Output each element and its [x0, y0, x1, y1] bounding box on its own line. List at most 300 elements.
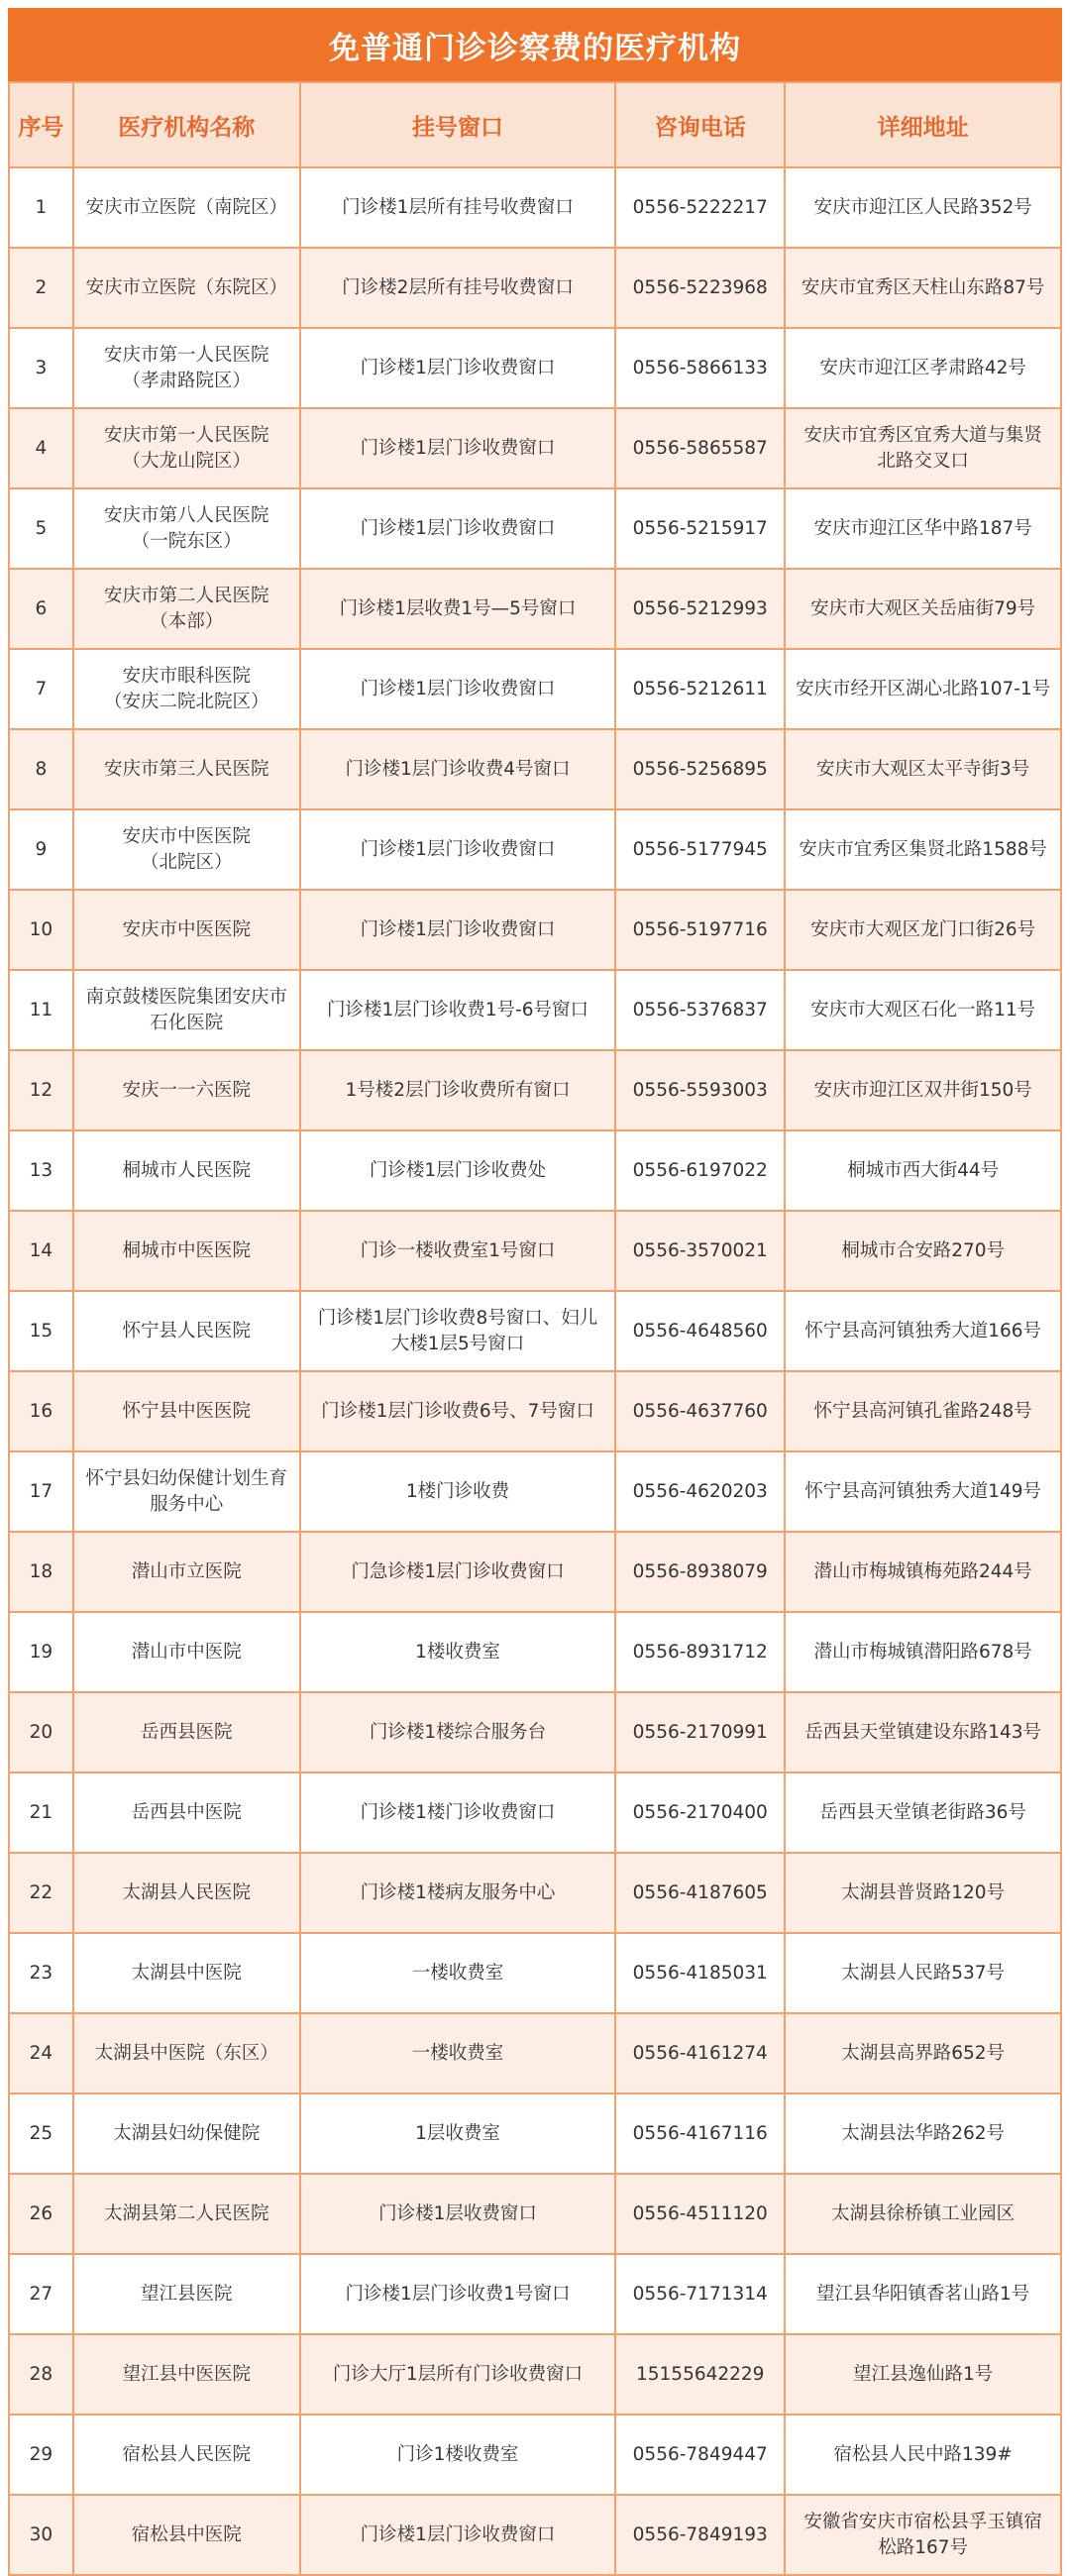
cell-no — [9, 2174, 73, 2254]
cell-address — [785, 1933, 1061, 2013]
cell-phone-line: 0556-8931712 — [632, 1641, 768, 1663]
table-row — [9, 1612, 1061, 1692]
header-phone: 咨询电话 — [615, 82, 785, 167]
table-row — [9, 167, 1061, 248]
cell-phone — [615, 167, 785, 248]
cell-phone-line: 0556-5376837 — [632, 999, 768, 1020]
cell-name-line: 安庆市第一人民医院 — [103, 344, 269, 366]
cell-address-line: 安庆市经开区湖心北路107-1号 — [795, 678, 1051, 699]
cell-name — [73, 248, 300, 328]
table-row — [9, 2495, 1061, 2575]
cell-name-line: 安庆市第八人民医院 — [103, 504, 269, 526]
cell-phone-line: 0556-5212993 — [632, 597, 768, 619]
cell-no — [9, 2093, 73, 2174]
cell-name — [73, 2013, 300, 2093]
cell-window — [300, 1853, 616, 1933]
cell-window — [300, 408, 616, 488]
cell-no — [9, 890, 73, 970]
cell-name-line: 潜山市立医院 — [131, 1560, 242, 1582]
cell-window — [300, 328, 616, 408]
cell-phone — [615, 408, 785, 488]
cell-window — [300, 2254, 616, 2334]
cell-window-line: 门诊1楼收费室 — [396, 2443, 519, 2465]
cell-no-line: 17 — [29, 1480, 54, 1502]
cell-phone-line: 0556-8938079 — [632, 1560, 768, 1582]
cell-name-line: 安庆市第二人民医院 — [103, 585, 269, 606]
cell-name-line: 安庆市立医院（东院区） — [85, 276, 287, 298]
cell-name-line: 安庆一一六医院 — [122, 1079, 251, 1101]
cell-name — [73, 2254, 300, 2334]
cell-name — [73, 2495, 300, 2575]
table-row — [9, 2415, 1061, 2495]
cell-window-line: 1楼门诊收费 — [405, 1480, 510, 1502]
cell-name-line: 太湖县妇幼保健院 — [113, 2122, 261, 2144]
cell-address — [785, 809, 1061, 890]
cell-phone — [615, 2174, 785, 2254]
cell-name — [73, 1933, 300, 2013]
cell-phone-line: 0556-7849447 — [632, 2443, 768, 2465]
cell-window — [300, 488, 616, 569]
cell-name — [73, 729, 300, 809]
cell-address-line: 潜山市梅城镇梅苑路244号 — [813, 1560, 1032, 1582]
cell-address-line: 安庆市宜秀区集贤北路1588号 — [799, 838, 1047, 860]
cell-phone-line: 0556-5866133 — [632, 357, 768, 378]
cell-address-line: 安庆市迎江区孝肃路42号 — [819, 357, 1026, 378]
cell-name — [73, 1371, 300, 1451]
cell-no-line: 11 — [29, 999, 54, 1020]
table-row — [9, 2334, 1061, 2415]
cell-no — [9, 1772, 73, 1853]
cell-name — [73, 328, 300, 408]
cell-address — [785, 569, 1061, 649]
cell-address — [785, 890, 1061, 970]
cell-window-line: 门诊楼1层门诊收费窗口 — [360, 838, 556, 860]
table-row — [9, 328, 1061, 408]
cell-name — [73, 970, 300, 1050]
cell-window — [300, 2495, 616, 2575]
cell-name — [73, 167, 300, 248]
cell-window-line: 一楼收费室 — [411, 1962, 504, 1984]
cell-name-line: 南京鼓楼医院集团安庆市 — [85, 986, 287, 1008]
cell-name — [73, 2334, 300, 2415]
cell-no-line: 3 — [35, 357, 48, 378]
cell-window-line: 门诊楼1层所有挂号收费窗口 — [342, 196, 574, 218]
cell-phone — [615, 1933, 785, 2013]
cell-name — [73, 1532, 300, 1612]
cell-no — [9, 328, 73, 408]
cell-no — [9, 809, 73, 890]
cell-name — [73, 488, 300, 569]
cell-phone — [615, 2254, 785, 2334]
cell-phone-line: 15155642229 — [635, 2363, 765, 2385]
cell-address-line: 望江县逸仙路1号 — [852, 2363, 994, 2385]
cell-window-line: 门诊楼1层门诊收费窗口 — [360, 357, 556, 378]
cell-window — [300, 729, 616, 809]
cell-name-line: 宿松县人民医院 — [122, 2443, 251, 2465]
cell-name-line: 安庆市眼科医院 — [122, 665, 251, 687]
cell-address-line: 安庆市宜秀区天柱山东路87号 — [801, 276, 1045, 298]
table-row — [9, 1692, 1061, 1772]
table-row — [9, 649, 1061, 729]
cell-phone-line: 0556-7171314 — [632, 2283, 768, 2305]
cell-phone — [615, 809, 785, 890]
cell-window — [300, 1291, 616, 1371]
cell-no — [9, 1692, 73, 1772]
cell-address-line: 桐城市西大街44号 — [847, 1159, 1000, 1181]
cell-no-line: 10 — [29, 918, 54, 940]
cell-phone-line: 0556-2170991 — [632, 1721, 768, 1743]
cell-name-line: 安庆市中医医院 — [122, 918, 251, 940]
cell-phone — [615, 248, 785, 328]
cell-window — [300, 167, 616, 248]
cell-address-line: 怀宁县高河镇独秀大道149号 — [804, 1480, 1041, 1502]
cell-address-line: 松路167号 — [878, 2536, 968, 2558]
cell-window-line: 门诊楼1楼门诊收费窗口 — [360, 1801, 556, 1823]
cell-name-line: 安庆市立医院（南院区） — [85, 196, 287, 218]
cell-phone — [615, 729, 785, 809]
cell-address-line: 太湖县人民路537号 — [841, 1962, 1005, 1984]
cell-window-line: 1号楼2层门诊收费所有窗口 — [345, 1079, 571, 1101]
cell-name-line: 太湖县人民医院 — [122, 1881, 251, 1903]
cell-window — [300, 1772, 616, 1853]
cell-address — [785, 2495, 1061, 2575]
cell-window — [300, 2174, 616, 2254]
cell-name — [73, 1772, 300, 1853]
cell-address-line: 太湖县普贤路120号 — [841, 1881, 1005, 1903]
cell-address-line: 安庆市宜秀区宜秀大道与集贤 — [803, 424, 1042, 446]
table-row — [9, 1291, 1061, 1371]
cell-window — [300, 1130, 616, 1211]
cell-no-line: 14 — [29, 1239, 54, 1261]
cell-window — [300, 1612, 616, 1692]
cell-window-line: 1层收费室 — [415, 2122, 500, 2144]
cell-address — [785, 1211, 1061, 1291]
cell-window-line: 一楼收费室 — [411, 2042, 504, 2064]
cell-name — [73, 2174, 300, 2254]
cell-name — [73, 649, 300, 729]
cell-address — [785, 1853, 1061, 1933]
cell-window-line: 门诊楼1层门诊收费8号窗口、妇儿 — [317, 1307, 598, 1329]
cell-phone-line: 0556-5593003 — [632, 1079, 768, 1101]
cell-name — [73, 2415, 300, 2495]
cell-phone — [615, 1371, 785, 1451]
cell-window — [300, 809, 616, 890]
cell-name — [73, 1050, 300, 1130]
cell-no — [9, 2495, 73, 2575]
cell-address — [785, 1130, 1061, 1211]
header-window: 挂号窗口 — [300, 82, 616, 167]
cell-phone-line: 0556-5215917 — [632, 517, 768, 539]
cell-phone-line: 0556-5222217 — [632, 196, 768, 218]
cell-window — [300, 2415, 616, 2495]
cell-no-line: 20 — [29, 1721, 54, 1743]
cell-name — [73, 2093, 300, 2174]
cell-phone-line: 0556-5177945 — [632, 838, 768, 860]
cell-no-line: 30 — [29, 2523, 54, 2545]
cell-window — [300, 1371, 616, 1451]
cell-name-line: 桐城市中医医院 — [122, 1239, 251, 1261]
cell-window-line: 门诊楼1层门诊收费6号、7号窗口 — [321, 1400, 594, 1422]
table-row — [9, 2013, 1061, 2093]
cell-window-line: 大楼1层5号窗口 — [390, 1333, 525, 1354]
cell-address — [785, 1371, 1061, 1451]
cell-window — [300, 1933, 616, 2013]
cell-name — [73, 1692, 300, 1772]
cell-name-line: 怀宁县中医医院 — [122, 1400, 251, 1422]
cell-phone — [615, 1291, 785, 1371]
cell-no — [9, 1451, 73, 1532]
cell-phone — [615, 970, 785, 1050]
cell-window-line: 门诊楼1层门诊收费窗口 — [360, 2523, 556, 2545]
cell-phone — [615, 488, 785, 569]
cell-address — [785, 488, 1061, 569]
cell-address-line: 安徽省安庆市宿松县孚玉镇宿 — [803, 2511, 1042, 2532]
header-no: 序号 — [9, 82, 73, 167]
cell-phone — [615, 1451, 785, 1532]
table-row — [9, 2174, 1061, 2254]
cell-window-line: 门诊楼1层门诊收费窗口 — [360, 918, 556, 940]
cell-address-line: 安庆市大观区关岳庙街79号 — [810, 597, 1036, 619]
cell-phone-line: 0556-3570021 — [632, 1239, 768, 1261]
cell-address-line: 太湖县高界路652号 — [841, 2042, 1005, 2064]
cell-window-line: 1楼收费室 — [415, 1641, 500, 1663]
cell-no-line: 5 — [35, 517, 48, 539]
cell-window — [300, 890, 616, 970]
cell-address — [785, 248, 1061, 328]
cell-phone — [615, 1612, 785, 1692]
cell-no-line: 2 — [35, 276, 48, 298]
cell-no — [9, 1612, 73, 1692]
cell-window-line: 门诊楼1层门诊收费4号窗口 — [345, 758, 571, 780]
cell-no-line: 28 — [29, 2363, 54, 2385]
table-body — [9, 167, 1061, 2575]
cell-window-line: 门诊楼1层门诊收费处 — [369, 1159, 547, 1181]
table-row — [9, 809, 1061, 890]
table-header-row — [9, 82, 1061, 167]
cell-address — [785, 1050, 1061, 1130]
cell-no — [9, 167, 73, 248]
cell-window — [300, 2093, 616, 2174]
cell-name — [73, 1211, 300, 1291]
cell-name-line: 宿松县中医院 — [131, 2523, 242, 2545]
cell-address — [785, 1692, 1061, 1772]
cell-phone — [615, 1050, 785, 1130]
cell-phone — [615, 1853, 785, 1933]
table-row — [9, 890, 1061, 970]
cell-name-line: 服务中心 — [150, 1493, 224, 1515]
cell-phone-line: 0556-4187605 — [632, 1881, 768, 1903]
cell-address-line: 桐城市合安路270号 — [841, 1239, 1005, 1261]
cell-window — [300, 1532, 616, 1612]
cell-name-line: （大龙山院区） — [122, 450, 251, 472]
cell-window — [300, 2334, 616, 2415]
cell-name-line: 桐城市人民医院 — [122, 1159, 251, 1181]
cell-no — [9, 1211, 73, 1291]
hospital-table — [8, 81, 1062, 2576]
cell-phone-line: 0556-4185031 — [632, 1962, 768, 1984]
cell-no — [9, 729, 73, 809]
cell-no — [9, 2334, 73, 2415]
table-row — [9, 2093, 1061, 2174]
cell-window-line: 门诊大厅1层所有门诊收费窗口 — [332, 2363, 584, 2385]
cell-phone — [615, 2415, 785, 2495]
cell-no-line: 1 — [35, 196, 48, 218]
cell-address-line: 怀宁县高河镇独秀大道166号 — [804, 1320, 1041, 1342]
cell-phone-line: 0556-5256895 — [632, 758, 768, 780]
cell-name-line: （安庆二院北院区） — [103, 691, 269, 712]
cell-phone — [615, 2013, 785, 2093]
cell-address-line: 安庆市迎江区华中路187号 — [813, 517, 1032, 539]
cell-phone-line: 0556-4648560 — [632, 1320, 768, 1342]
table-row — [9, 1933, 1061, 2013]
cell-phone-line: 0556-5223968 — [632, 276, 768, 298]
cell-window — [300, 1451, 616, 1532]
cell-name — [73, 569, 300, 649]
cell-address — [785, 1772, 1061, 1853]
cell-name-line: 望江县医院 — [140, 2283, 233, 2305]
cell-window — [300, 1211, 616, 1291]
cell-no-line: 25 — [29, 2122, 54, 2144]
cell-address-line: 安庆市迎江区双井街150号 — [813, 1079, 1032, 1101]
cell-no — [9, 2254, 73, 2334]
table-row — [9, 1371, 1061, 1451]
cell-window — [300, 649, 616, 729]
cell-address — [785, 167, 1061, 248]
cell-phone — [615, 1772, 785, 1853]
cell-phone — [615, 890, 785, 970]
cell-address-line: 安庆市大观区龙门口街26号 — [810, 918, 1036, 940]
cell-phone — [615, 1211, 785, 1291]
cell-window-line: 门诊楼1楼综合服务台 — [369, 1721, 547, 1743]
cell-no — [9, 569, 73, 649]
cell-phone — [615, 2093, 785, 2174]
cell-no — [9, 1130, 73, 1211]
cell-name-line: 怀宁县妇幼保健计划生育 — [85, 1467, 287, 1489]
cell-window — [300, 970, 616, 1050]
cell-window-line: 门诊楼2层所有挂号收费窗口 — [342, 276, 574, 298]
cell-address — [785, 970, 1061, 1050]
cell-window — [300, 2013, 616, 2093]
cell-no-line: 15 — [29, 1320, 54, 1342]
cell-name-line: （本部） — [150, 610, 224, 632]
cell-name-line: 安庆市第三人民医院 — [103, 758, 269, 780]
cell-name — [73, 1451, 300, 1532]
cell-window — [300, 248, 616, 328]
cell-phone-line: 0556-6197022 — [632, 1159, 768, 1181]
cell-name-line: 安庆市第一人民医院 — [103, 424, 269, 446]
cell-no-line: 26 — [29, 2202, 54, 2224]
cell-no-line: 21 — [29, 1801, 54, 1823]
cell-phone-line: 0556-2170400 — [632, 1801, 768, 1823]
cell-no — [9, 1050, 73, 1130]
cell-name-line: 安庆市中医医院 — [122, 825, 251, 847]
cell-name — [73, 408, 300, 488]
cell-name — [73, 890, 300, 970]
table-row — [9, 1853, 1061, 1933]
cell-name-line: （北院区） — [140, 851, 233, 873]
table-row — [9, 1050, 1061, 1130]
cell-no-line: 22 — [29, 1881, 54, 1903]
cell-address — [785, 1532, 1061, 1612]
table-row — [9, 2254, 1061, 2334]
cell-address — [785, 2415, 1061, 2495]
cell-phone-line: 0556-5197716 — [632, 918, 768, 940]
cell-no — [9, 488, 73, 569]
cell-no-line: 12 — [29, 1079, 54, 1101]
cell-address — [785, 1612, 1061, 1692]
cell-no-line: 27 — [29, 2283, 54, 2305]
table-row — [9, 1532, 1061, 1612]
cell-address-line: 太湖县法华路262号 — [841, 2122, 1005, 2144]
cell-name-line: 潜山市中医院 — [131, 1641, 242, 1663]
cell-address-line: 岳西县天堂镇建设东路143号 — [804, 1721, 1041, 1743]
table-row — [9, 1772, 1061, 1853]
cell-name — [73, 1853, 300, 1933]
cell-no-line: 19 — [29, 1641, 54, 1663]
cell-address-line: 太湖县徐桥镇工业园区 — [831, 2202, 1016, 2224]
cell-name-line: 太湖县第二人民医院 — [103, 2202, 269, 2224]
table-row — [9, 488, 1061, 569]
cell-name-line: 太湖县中医院 — [131, 1962, 242, 1984]
table-row — [9, 1130, 1061, 1211]
cell-no — [9, 1853, 73, 1933]
cell-phone-line: 0556-5212611 — [632, 678, 768, 699]
cell-no-line: 13 — [29, 1159, 54, 1181]
cell-name — [73, 809, 300, 890]
cell-phone — [615, 328, 785, 408]
cell-no — [9, 1291, 73, 1371]
cell-address — [785, 2174, 1061, 2254]
cell-window-line: 门诊楼1层收费1号—5号窗口 — [339, 597, 577, 619]
cell-address — [785, 649, 1061, 729]
cell-phone — [615, 569, 785, 649]
cell-no-line: 29 — [29, 2443, 54, 2465]
header-address: 详细地址 — [785, 82, 1061, 167]
cell-phone-line: 0556-4161274 — [632, 2042, 768, 2064]
cell-window-line: 门诊楼1层收费窗口 — [378, 2202, 537, 2224]
cell-address-line: 怀宁县高河镇孔雀路248号 — [813, 1400, 1032, 1422]
cell-window-line: 门诊楼1层门诊收费窗口 — [360, 678, 556, 699]
cell-phone — [615, 649, 785, 729]
cell-address-line: 安庆市迎江区人民路352号 — [813, 196, 1032, 218]
cell-no-line: 18 — [29, 1560, 54, 1582]
table-row — [9, 1211, 1061, 1291]
cell-phone — [615, 1532, 785, 1612]
cell-phone-line: 0556-7849193 — [632, 2523, 768, 2545]
cell-address-line: 宿松县人民中路139# — [833, 2443, 1013, 2465]
cell-address — [785, 328, 1061, 408]
cell-address — [785, 2013, 1061, 2093]
cell-name-line: 岳西县医院 — [140, 1721, 233, 1743]
cell-no — [9, 970, 73, 1050]
cell-window — [300, 569, 616, 649]
cell-address — [785, 2334, 1061, 2415]
cell-address-line: 岳西县天堂镇老街路36号 — [819, 1801, 1026, 1823]
cell-no — [9, 1532, 73, 1612]
cell-phone — [615, 1130, 785, 1211]
cell-window-line: 门诊楼1层门诊收费窗口 — [360, 437, 556, 459]
cell-address-line: 望江县华阳镇香茗山路1号 — [815, 2283, 1030, 2305]
cell-name-line: 望江县中医医院 — [122, 2363, 251, 2385]
cell-name-line: （孝肃路院区） — [122, 370, 251, 391]
header-name: 医疗机构名称 — [73, 82, 300, 167]
cell-no — [9, 1933, 73, 2013]
cell-no-line: 23 — [29, 1962, 54, 1984]
cell-no-line: 6 — [35, 597, 48, 619]
cell-address — [785, 1291, 1061, 1371]
cell-name-line: （一院东区） — [131, 530, 242, 552]
cell-address-line: 潜山市梅城镇潜阳路678号 — [813, 1641, 1032, 1663]
